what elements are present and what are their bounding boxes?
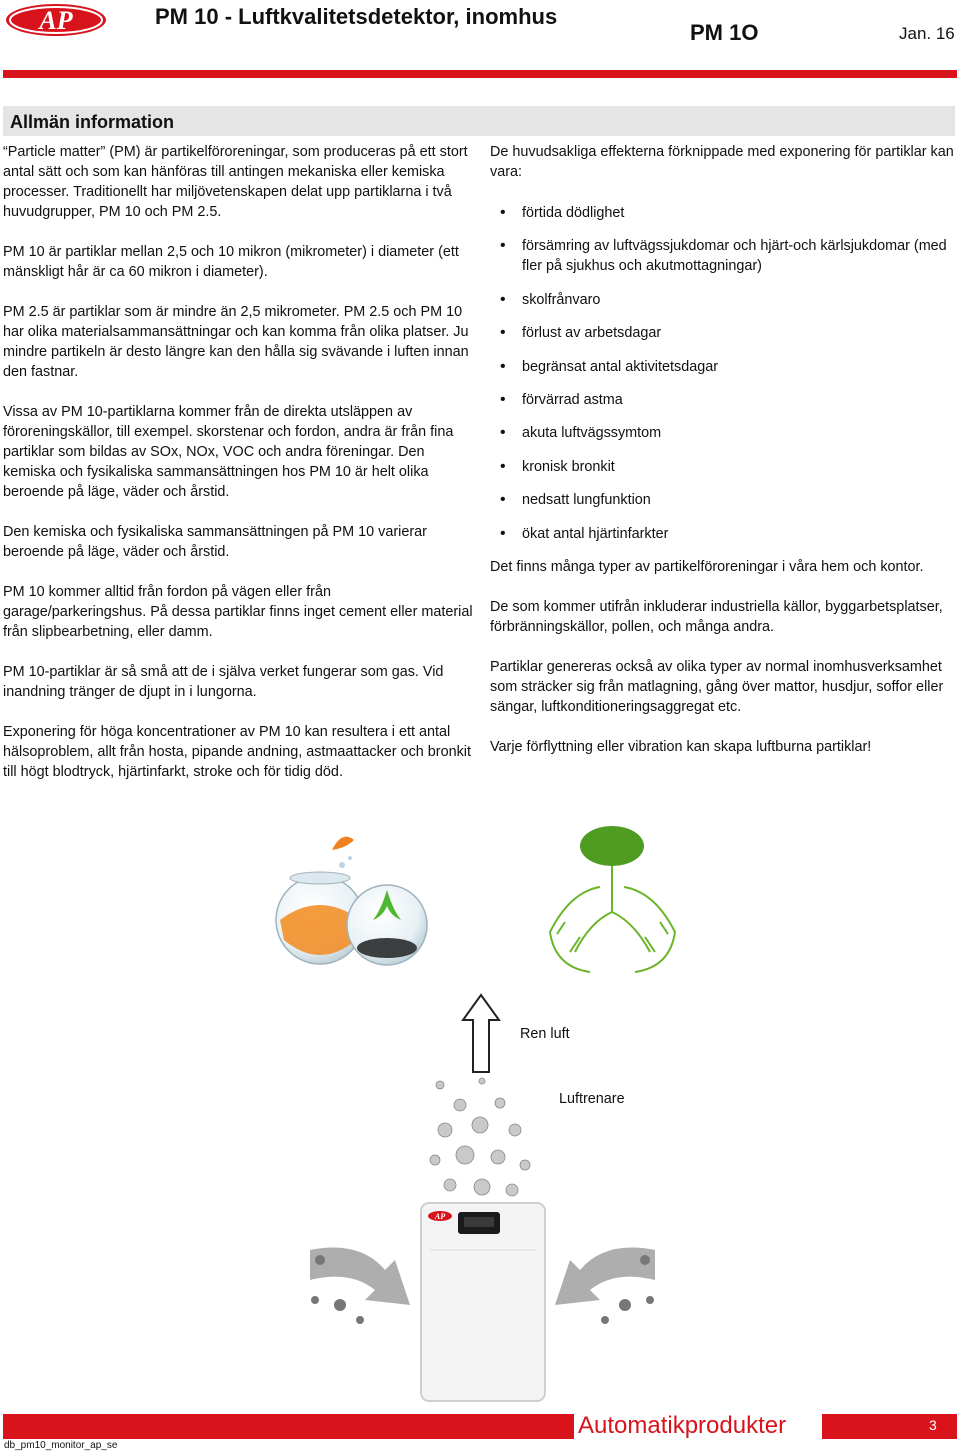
logo-text: AP bbox=[39, 6, 73, 35]
paragraph: PM 10 kommer alltid från fordon på vägen eller från garage/parkeringshus. På dessa partiklar finns inget cement eller material från slipbearbetning, eller damm. bbox=[3, 584, 473, 640]
effects-intro: De huvudsakliga effekterna förknippade med exponering för partiklar kan vara: bbox=[490, 144, 954, 180]
paragraph: PM 2.5 är partiklar som är mindre än 2,5 mikrometer. PM 2.5 och PM 10 har olika materialsammansättningar och kan komma från olika platser. Ju mindre partikeln är desto längre kan den hålla sig svävande i luften innan den fastnar. bbox=[3, 304, 469, 380]
paragraph: Vissa av PM 10-partiklarna kommer från de direkta utsläppen av föroreningskällor, till exempel. skorstenar och fordon, andra är från fina partiklar som bildas av SOx, NOx, VOC och andra föreningar. Den kemiska och fysikaliska sammansättningen hos PM 10 är helt olika beroende på läge, väder och årstid. bbox=[3, 404, 454, 500]
footer-brand: Automatikprodukter bbox=[578, 1412, 787, 1439]
list-item: • förvärrad astma bbox=[490, 390, 960, 410]
paragraph: Det finns många typer av partikelföroreningar i våra hem och kontor. bbox=[490, 558, 924, 575]
dirty-air-arrow-left bbox=[300, 1230, 420, 1340]
list-item: • begränsat antal aktivitetsdagar bbox=[490, 357, 960, 377]
clean-air-label: Ren luft bbox=[520, 1026, 570, 1042]
paragraph: De som kommer utifrån inkluderar industriella källor, byggarbetsplatser, förbränningskällor, pollen, och många andra. bbox=[490, 598, 943, 635]
up-arrow-icon bbox=[460, 992, 502, 1076]
left-column bbox=[3, 142, 473, 802]
right-column bbox=[490, 142, 960, 777]
paragraph: Partiklar genereras också av olika typer av normal inomhusverksamhet som sträcker sig från matlagning, gång över mattor, husdjur, soffor eller sängar, luftkonditioneringsaggregat etc. bbox=[490, 658, 944, 715]
air-purifier-image bbox=[418, 1200, 548, 1405]
effects-list bbox=[490, 203, 960, 544]
purifier-label: Luftrenare bbox=[559, 1091, 625, 1107]
dirty-air-arrow-right bbox=[545, 1230, 665, 1340]
list-item: • förlust av arbetsdagar bbox=[490, 323, 960, 343]
lungs-tree-image bbox=[530, 822, 695, 982]
list-item: • ökat antal hjärtinfarkter bbox=[490, 524, 960, 544]
fishbowls-image bbox=[272, 820, 432, 970]
document-date: Jan. 16 bbox=[899, 24, 955, 43]
paragraph: PM 10-partiklar är så små att de i själva verket fungerar som gas. Vid inandning tränger de djupt in i lungorna. bbox=[3, 664, 444, 700]
paragraph: “Particle matter” (PM) är partikelföroreningar, som produceras på ett stort antal sätt och som kan hänföras till antingen mekaniska eller kemiska processer. Traditionellt har miljövetenskapen delat upp partiklarna i två huvudgrupper, PM 10 och PM 2.5. bbox=[3, 144, 468, 220]
list-item: • skolfrånvaro bbox=[490, 290, 960, 310]
page-number: 3 bbox=[929, 1417, 937, 1433]
section-title: Allmän information bbox=[10, 112, 175, 132]
document-title: PM 10 - Luftkvalitetsdetektor, inomhus bbox=[155, 4, 558, 29]
list-item: • akuta luftvägssymtom bbox=[490, 423, 960, 443]
paragraph: PM 10 är partiklar mellan 2,5 och 10 mikron (mikrometer) i diameter (ett mänskligt hår är ca 60 mikron i diameter). bbox=[3, 244, 459, 280]
ap-logo bbox=[4, 2, 108, 38]
bubbles-graphic bbox=[420, 1075, 540, 1205]
list-item: • förtida dödlighet bbox=[490, 203, 960, 223]
paragraph: Exponering för höga koncentrationer av PM 10 kan resultera i ett antal hälsoproblem, allt från hosta, pipande andning, astmaattacker och bronkit till högt blodtryck, hjärtinfarkt, stroke och för tidig död. bbox=[3, 724, 471, 780]
paragraph: Den kemiska och fysikaliska sammansättningen på PM 10 varierar beroende på läge, väder och årstid. bbox=[3, 524, 427, 560]
header-rule bbox=[3, 70, 957, 78]
list-item: • kronisk bronkit bbox=[490, 457, 960, 477]
list-item: • nedsatt lungfunktion bbox=[490, 490, 960, 510]
list-item: • försämring av luftvägssjukdomar och hjärt-och kärlsjukdomar (med fler på sjukhus och akutmottagningar) bbox=[490, 236, 960, 276]
purifier-logo-text: AP bbox=[434, 1212, 446, 1221]
file-name: db_pm10_monitor_ap_se bbox=[4, 1440, 118, 1451]
model-name: PM 1O bbox=[690, 20, 759, 45]
paragraph: Varje förflyttning eller vibration kan skapa luftburna partiklar! bbox=[490, 738, 872, 755]
